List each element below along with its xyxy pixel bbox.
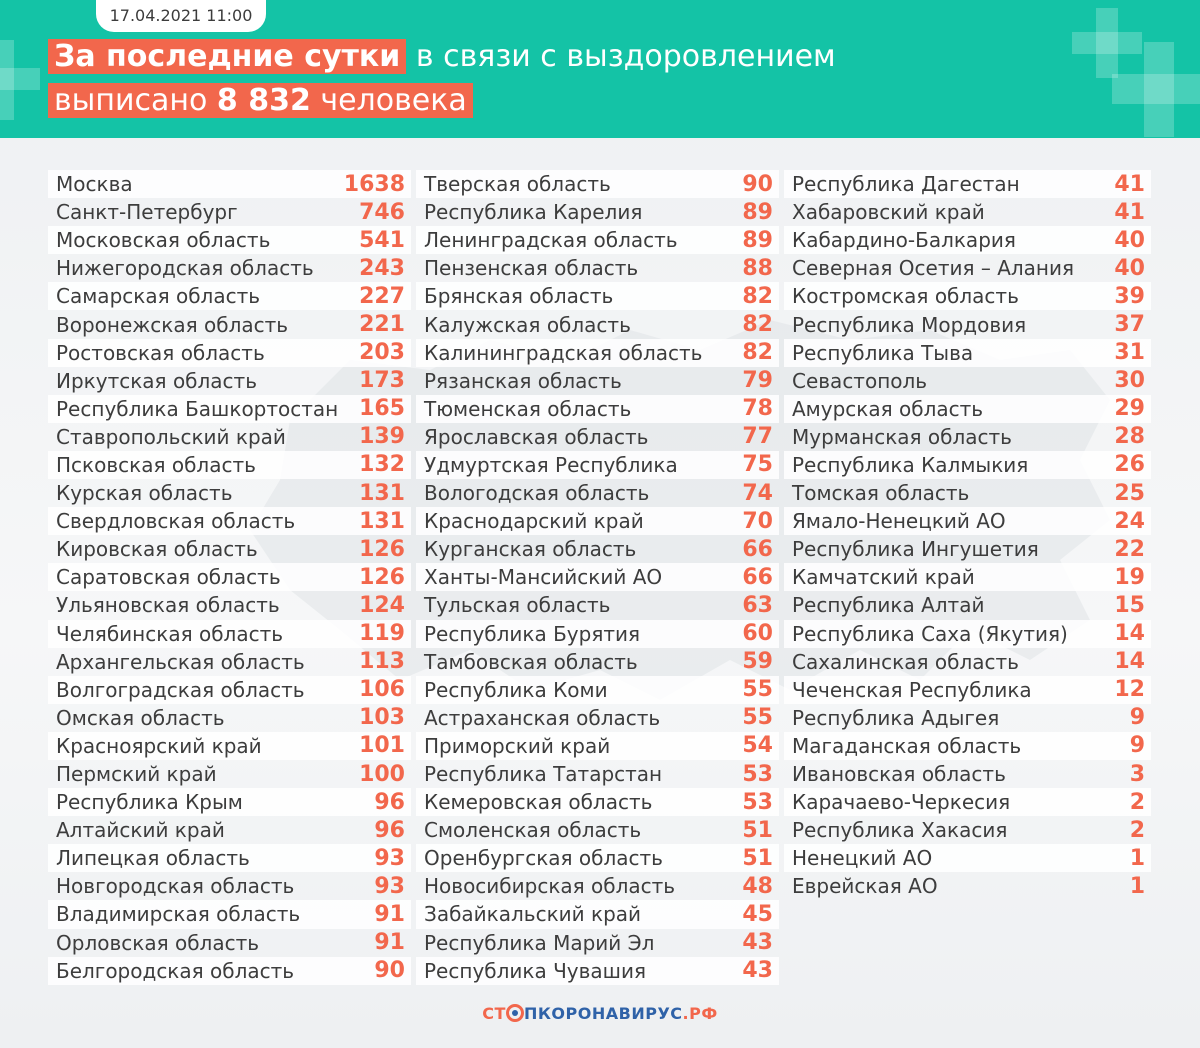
region-row [416,339,779,367]
region-row [48,451,411,479]
region-name: Смоленская область [424,818,642,843]
region-name: Республика Ингушетия [792,537,1039,562]
region-value: 51 [742,845,773,871]
region-value: 43 [742,930,773,956]
region-row [784,226,1151,254]
region-row [416,929,779,957]
region-name: Воронежская область [56,312,289,337]
total-discharged-number: 8 832 [216,83,311,118]
region-value: 41 [1114,199,1145,225]
region-value: 66 [742,536,773,562]
region-value: 77 [742,424,773,450]
region-row [416,732,779,760]
region-row [48,591,411,619]
region-row [48,282,411,310]
region-value: 113 [359,649,405,675]
regions-column-1 [48,170,411,985]
region-value: 41 [1114,171,1145,197]
logo-text-part-3: .РФ [682,1004,718,1023]
region-name: Республика Саха (Якутия) [792,621,1068,646]
region-name: Ярославская область [424,424,649,449]
region-name: Рязанская область [424,368,622,393]
region-row [784,872,1151,900]
region-name: Тюменская область [424,396,632,421]
region-value: 126 [359,564,405,590]
region-value: 106 [359,677,405,703]
region-row [48,170,411,198]
region-value: 9 [1129,705,1145,731]
region-name: Брянская область [424,284,614,309]
region-row [784,535,1151,563]
region-name: Ямало-Ненецкий АО [792,509,1006,534]
region-value: 2 [1129,789,1145,815]
region-row [416,648,779,676]
region-row [784,591,1151,619]
region-value: 90 [742,171,773,197]
region-value: 15 [1114,592,1145,618]
region-row [48,704,411,732]
region-name: Липецкая область [56,846,250,871]
region-row [784,676,1151,704]
region-name: Магаданская область [792,733,1022,758]
region-name: Пензенская область [424,256,639,281]
region-row [784,254,1151,282]
region-row [416,395,779,423]
region-name: Ставропольский край [56,424,286,449]
region-row [48,310,411,338]
region-value: 124 [359,592,405,618]
region-value: 79 [742,368,773,394]
region-value: 53 [742,761,773,787]
virus-icon [506,1004,524,1022]
region-value: 1638 [343,171,405,197]
region-row [416,282,779,310]
region-value: 55 [742,677,773,703]
region-name: Забайкальский край [424,902,642,927]
region-value: 40 [1114,227,1145,253]
region-row [784,451,1151,479]
region-value: 82 [742,283,773,309]
region-row [48,535,411,563]
region-row [784,816,1151,844]
region-name: Московская область [56,228,271,253]
region-name: Ростовская область [56,340,265,365]
region-name: Приморский край [424,733,611,758]
region-name: Калининградская область [424,340,703,365]
region-name: Новосибирская область [424,874,676,899]
region-row [416,479,779,507]
region-name: Республика Алтай [792,593,985,618]
region-value: 82 [742,340,773,366]
region-row [48,395,411,423]
region-row [784,170,1151,198]
region-name: Свердловская область [56,509,296,534]
region-value: 82 [742,312,773,338]
region-name: Еврейская АО [792,874,938,899]
region-name: Костромская область [792,284,1019,309]
region-name: Краснодарский край [424,509,644,534]
plus-decoration-icon [0,40,40,120]
region-row [48,507,411,535]
region-value: 66 [742,564,773,590]
region-name: Карачаево-Черкесия [792,790,1011,815]
region-value: 2 [1129,817,1145,843]
region-row [416,760,779,788]
region-row [416,844,779,872]
region-name: Республика Башкортостан [56,396,339,421]
region-value: 96 [374,817,405,843]
region-value: 40 [1114,255,1145,281]
region-name: Иркутская область [56,368,257,393]
region-row [48,339,411,367]
region-value: 93 [374,845,405,871]
region-value: 78 [742,396,773,422]
region-name: Ханты-Мансийский АО [424,565,663,590]
region-name: Удмуртская Республика [424,452,678,477]
region-name: Сахалинская область [792,649,1019,674]
region-value: 221 [359,312,405,338]
region-value: 45 [742,901,773,927]
region-name: Новгородская область [56,874,295,899]
region-name: Северная Осетия – Алания [792,256,1075,281]
region-row [784,423,1151,451]
region-name: Ненецкий АО [792,846,933,871]
region-name: Волгоградская область [56,677,305,702]
region-value: 48 [742,873,773,899]
region-row [784,704,1151,732]
region-value: 12 [1114,677,1145,703]
region-row [784,367,1151,395]
region-name: Кировская область [56,537,258,562]
region-value: 243 [359,255,405,281]
region-value: 30 [1114,368,1145,394]
region-name: Челябинская область [56,621,284,646]
region-value: 1 [1129,845,1145,871]
region-value: 51 [742,817,773,843]
region-value: 103 [359,705,405,731]
headline-line-2 [48,81,473,121]
region-name: Архангельская область [56,649,305,674]
region-name: Москва [56,172,133,197]
region-value: 96 [374,789,405,815]
region-value: 119 [359,621,405,647]
region-row [48,226,411,254]
region-name: Республика Татарстан [424,762,663,787]
region-value: 75 [742,452,773,478]
region-row [48,563,411,591]
region-row [416,816,779,844]
region-name: Алтайский край [56,818,225,843]
region-value: 3 [1129,761,1145,787]
stopcoronavirus-logo [0,1004,1200,1023]
region-name: Севастополь [792,368,928,393]
region-name: Кабардино-Балкария [792,228,1016,253]
region-name: Пермский край [56,762,217,787]
region-name: Санкт-Петербург [56,200,238,225]
date-badge: 17.04.2021 11:00 [96,0,266,32]
region-row [48,760,411,788]
region-row [48,816,411,844]
plus-decoration-icon [1112,42,1200,137]
region-name: Орловская область [56,930,260,955]
region-name: Тамбовская область [424,649,638,674]
region-value: 126 [359,536,405,562]
region-value: 19 [1114,564,1145,590]
region-row [784,479,1151,507]
region-row [784,563,1151,591]
region-row [784,198,1151,226]
region-value: 28 [1114,424,1145,450]
region-name: Нижегородская область [56,256,314,281]
region-row [784,620,1151,648]
region-row [784,310,1151,338]
region-name: Амурская область [792,396,984,421]
region-name: Хабаровский край [792,200,985,225]
region-row [784,760,1151,788]
region-row [416,704,779,732]
region-row [416,788,779,816]
region-row [416,507,779,535]
region-row [416,423,779,451]
region-row [784,844,1151,872]
region-value: 203 [359,340,405,366]
region-row [416,620,779,648]
region-value: 89 [742,227,773,253]
regions-column-3 [784,170,1151,900]
region-row [48,620,411,648]
region-name: Тульская область [424,593,611,618]
region-name: Владимирская область [56,902,301,927]
region-row [48,198,411,226]
region-value: 22 [1114,536,1145,562]
region-row [784,395,1151,423]
headline-suffix: человека [320,83,467,118]
region-name: Республика Чувашия [424,958,647,983]
region-value: 53 [742,789,773,815]
region-name: Чеченская Республика [792,677,1032,702]
region-row [416,900,779,928]
region-value: 89 [742,199,773,225]
region-row [784,282,1151,310]
region-name: Красноярский край [56,733,262,758]
region-value: 93 [374,873,405,899]
region-value: 63 [742,592,773,618]
region-name: Республика Мордовия [792,312,1027,337]
region-name: Республика Дагестан [792,172,1020,197]
region-name: Мурманская область [792,424,1012,449]
region-value: 1 [1129,873,1145,899]
logo-text-part-1: СТ [482,1004,506,1023]
region-row [48,367,411,395]
region-value: 59 [742,649,773,675]
region-value: 173 [359,368,405,394]
region-name: Ульяновская область [56,593,280,618]
region-name: Самарская область [56,284,261,309]
region-value: 101 [359,733,405,759]
region-value: 91 [374,930,405,956]
region-row [48,788,411,816]
region-row [416,591,779,619]
region-row [416,310,779,338]
region-row [48,929,411,957]
region-name: Республика Коми [424,677,608,702]
region-value: 9 [1129,733,1145,759]
region-name: Республика Марий Эл [424,930,655,955]
region-row [784,648,1151,676]
region-value: 90 [374,958,405,984]
region-value: 91 [374,901,405,927]
region-row [416,367,779,395]
region-value: 14 [1114,621,1145,647]
region-row [48,872,411,900]
region-name: Кемеровская область [424,790,653,815]
region-row [416,957,779,985]
region-name: Оренбургская область [424,846,663,871]
region-name: Республика Крым [56,790,243,815]
region-value: 14 [1114,649,1145,675]
region-row [48,900,411,928]
headline-highlight: За последние сутки [48,39,406,74]
region-name: Курганская область [424,537,637,562]
region-row [416,198,779,226]
region-value: 60 [742,621,773,647]
region-row [416,226,779,254]
region-row [416,451,779,479]
region-value: 227 [359,283,405,309]
region-value: 541 [359,227,405,253]
region-value: 26 [1114,452,1145,478]
region-row [48,844,411,872]
region-value: 88 [742,255,773,281]
region-value: 131 [359,480,405,506]
region-name: Ленинградская область [424,228,678,253]
logo-text-part-2: ПКОРОНАВИРУС [523,1004,683,1023]
region-name: Тверская область [424,172,611,197]
headline-prefix: выписано [54,83,208,118]
headline-line-1 [48,37,836,77]
region-row [784,788,1151,816]
headline-rest: в связи с выздоровлением [415,39,836,74]
region-name: Республика Адыгея [792,705,1000,730]
region-name: Саратовская область [56,565,281,590]
region-value: 74 [742,480,773,506]
region-value: 165 [359,396,405,422]
region-value: 39 [1114,283,1145,309]
region-value: 139 [359,424,405,450]
region-value: 55 [742,705,773,731]
region-row [48,676,411,704]
region-row [48,732,411,760]
region-value: 70 [742,508,773,534]
region-value: 43 [742,958,773,984]
region-name: Ивановская область [792,762,1006,787]
region-value: 131 [359,508,405,534]
region-name: Республика Карелия [424,200,643,225]
region-name: Республика Бурятия [424,621,641,646]
region-value: 25 [1114,480,1145,506]
region-value: 31 [1114,340,1145,366]
region-name: Курская область [56,481,233,506]
region-name: Республика Калмыкия [792,452,1029,477]
regions-column-2 [416,170,779,985]
region-name: Белгородская область [56,958,295,983]
region-value: 29 [1114,396,1145,422]
region-row [416,563,779,591]
region-name: Калужская область [424,312,631,337]
region-row [784,507,1151,535]
region-name: Вологодская область [424,481,650,506]
region-row [416,535,779,563]
region-row [48,423,411,451]
region-name: Томская область [792,481,970,506]
region-row [48,648,411,676]
region-name: Республика Тыва [792,340,974,365]
region-value: 100 [359,761,405,787]
region-name: Омская область [56,705,225,730]
region-row [48,479,411,507]
region-value: 24 [1114,508,1145,534]
header-banner [0,0,1200,138]
region-name: Камчатский край [792,565,975,590]
region-name: Республика Хакасия [792,818,1008,843]
region-row [48,254,411,282]
region-value: 37 [1114,312,1145,338]
region-row [784,732,1151,760]
region-name: Псковская область [56,452,256,477]
region-row [48,957,411,985]
region-row [416,676,779,704]
region-value: 54 [742,733,773,759]
region-row [416,872,779,900]
region-row [784,339,1151,367]
headline-total [48,83,473,118]
region-row [416,254,779,282]
region-value: 132 [359,452,405,478]
region-name: Астраханская область [424,705,661,730]
region-row [416,170,779,198]
region-value: 746 [359,199,405,225]
